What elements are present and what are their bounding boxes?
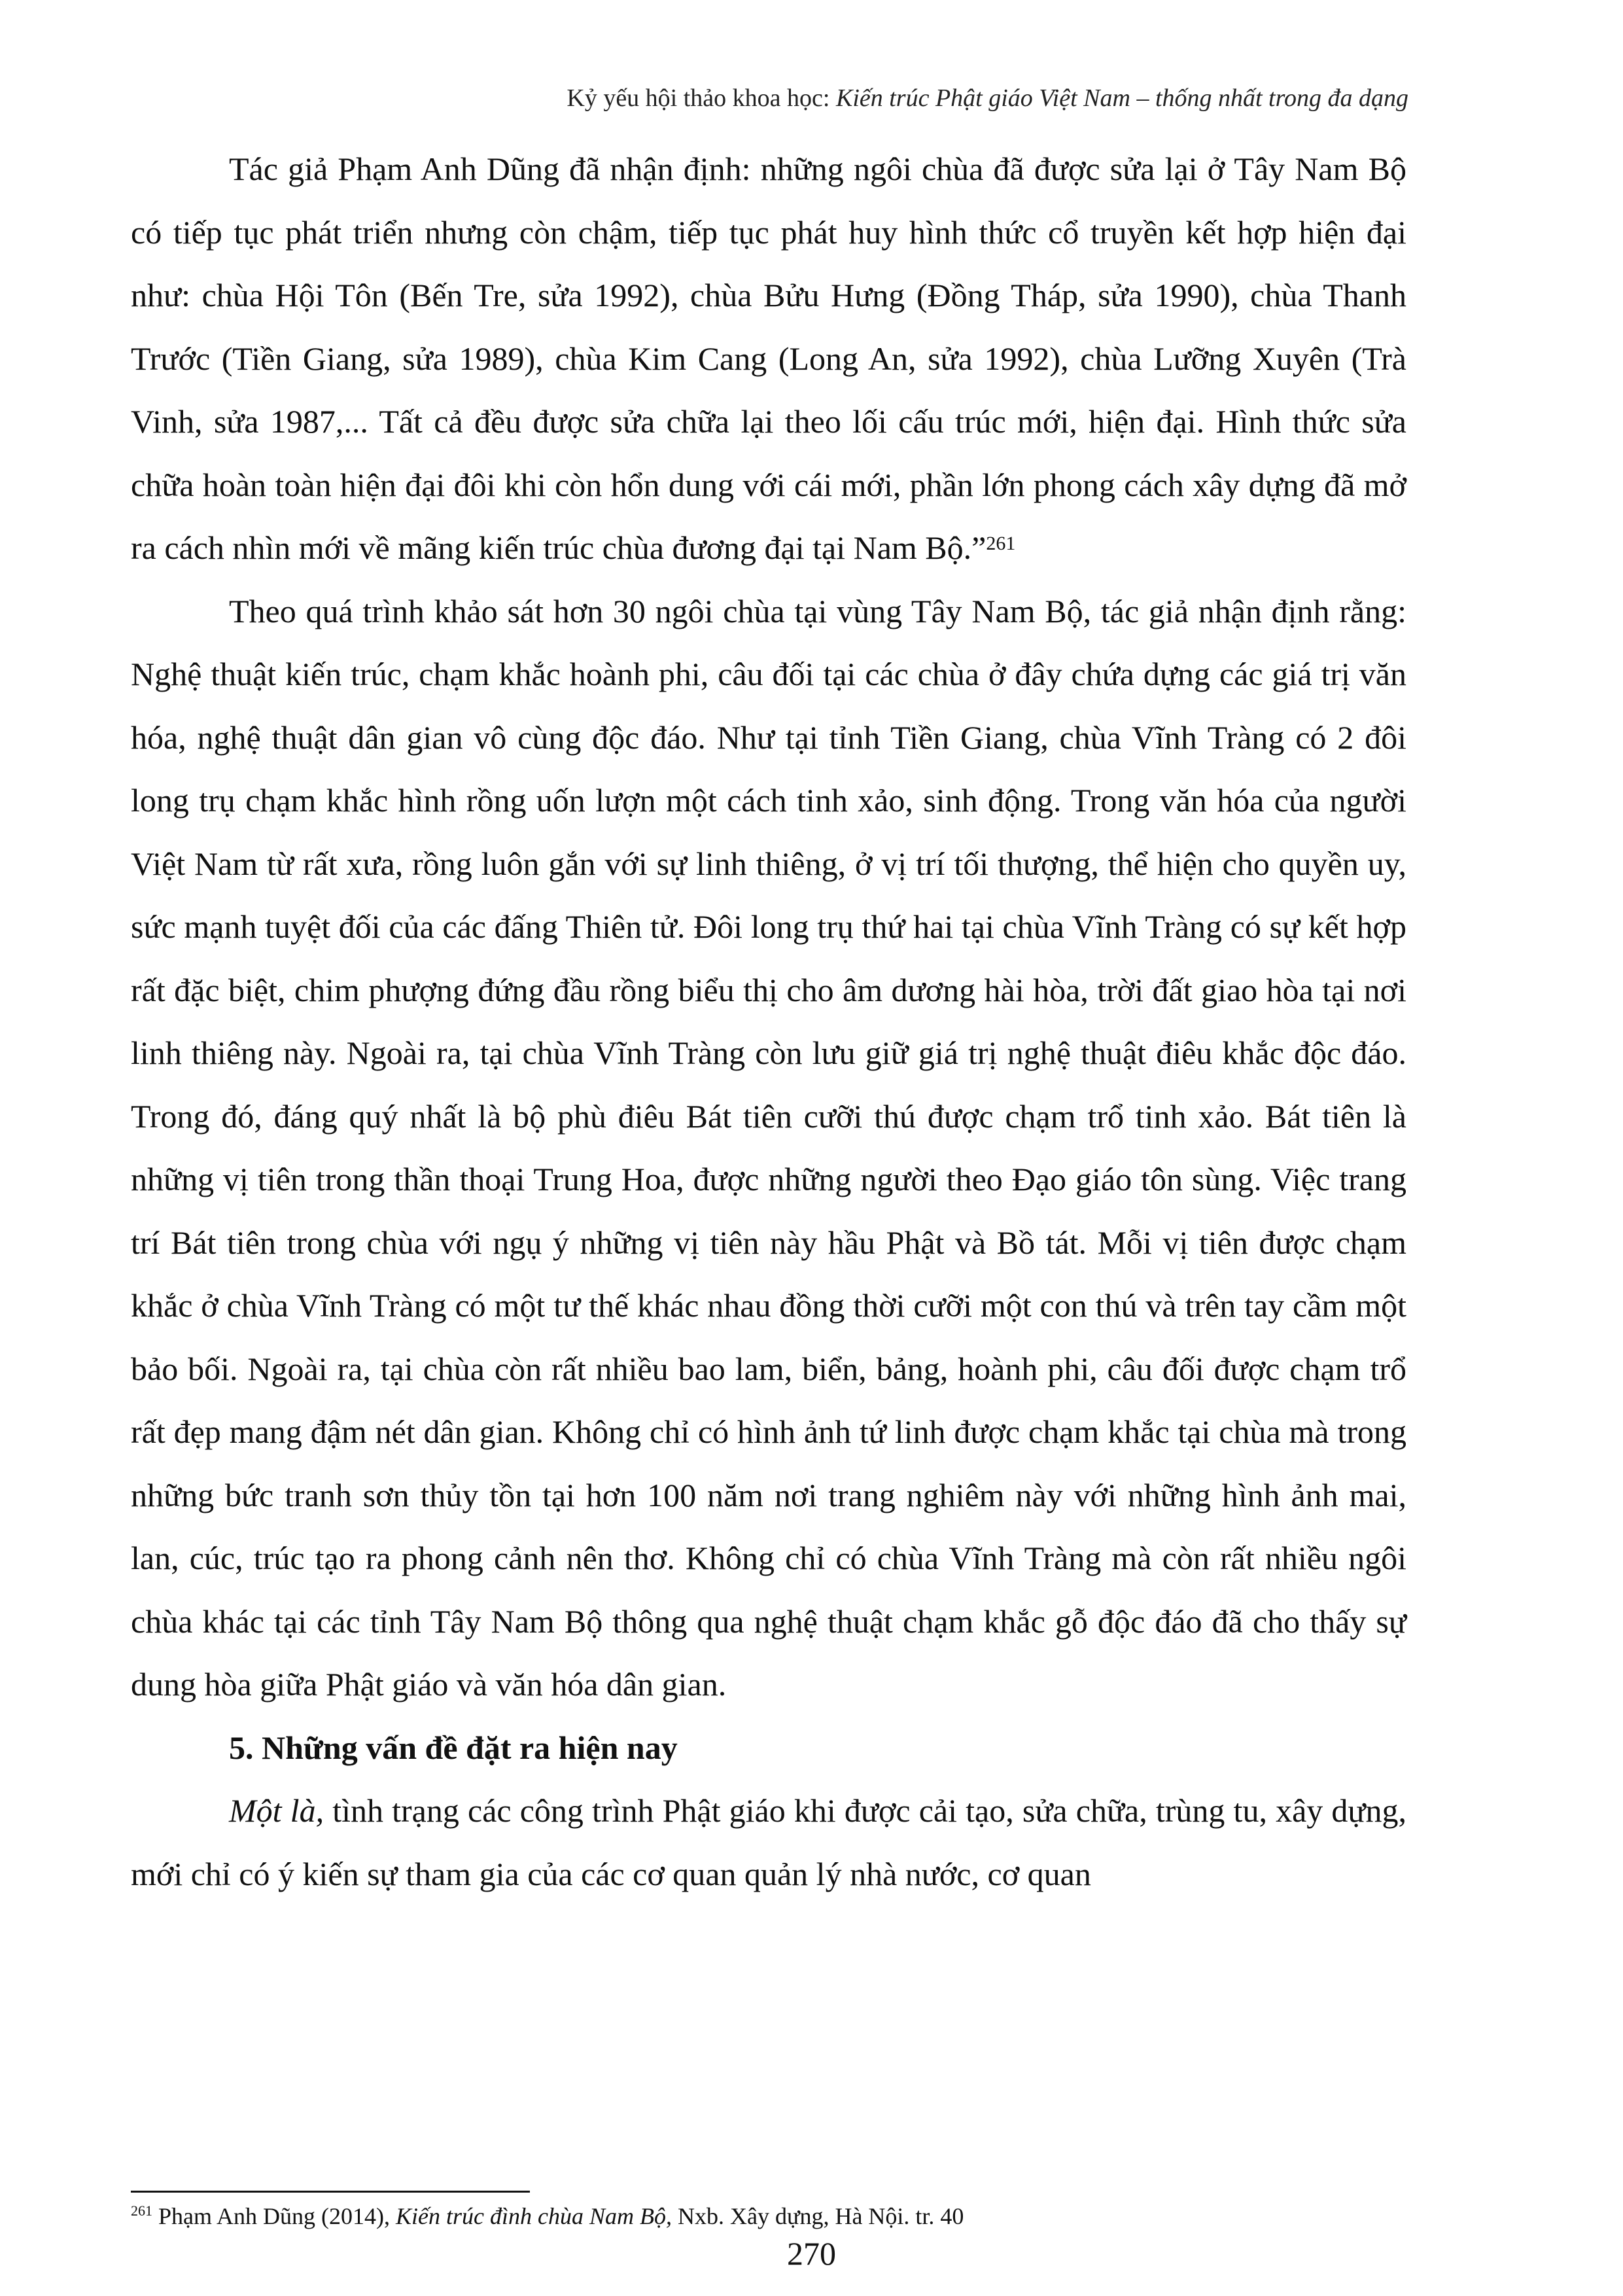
- footnote-divider: [131, 2191, 530, 2193]
- footnote-title: Kiến trúc đình chùa Nam Bộ,: [396, 2203, 672, 2229]
- paragraph-1: [131, 137, 1406, 580]
- footnote-author: Phạm Anh Dũng (2014),: [152, 2203, 396, 2229]
- footnote-publisher: Nxb. Xây dựng, Hà Nội. tr. 40: [671, 2203, 964, 2229]
- paragraph-2: Theo quá trình khảo sát hơn 30 ngôi chùa tại vùng Tây Nam Bộ, tác giả nhận định rằng: Nghệ thuật kiến trúc, chạm khắc hoành phi, câu đối tại các chùa ở đây chứa dựng các giá trị văn hóa, nghệ thuật dân gian vô cùng độc đáo. Như tại tỉnh Tiền Giang, chùa Vĩnh Tràng có 2 đôi long trụ chạm khắc hình rồng uốn lượn một cách tinh xảo, sinh động. Trong văn hóa của người Việt Nam từ rất xưa, rồng luôn gắn với sự linh thiêng, ở vị trí tối thượng, thể hiện cho quyền uy, sức mạnh tuyệt đối của các đấng Thiên tử. Đôi long trụ thứ hai tại chùa Vĩnh Tràng có sự kết hợp rất đặc biệt, chim phượng đứng đầu rồng biểu thị cho âm dương hài hòa, trời đất giao hòa tại nơi linh thiêng này. Ngoài ra, tại chùa Vĩnh Tràng còn lưu giữ giá trị nghệ thuật điêu khắc độc đáo. Trong đó, đáng quý nhất là bộ phù điêu Bát tiên cưỡi thú được chạm trổ tinh xảo. Bát tiên là những vị tiên trong thần thoại Trung Hoa, được những người theo Đạo giáo tôn sùng. Việc trang trí Bát tiên trong chùa với ngụ ý những vị tiên này hầu Phật và Bồ tát. Mỗi vị tiên được chạm khắc ở chùa Vĩnh Tràng có một tư thế khác nhau đồng thời cưỡi một con thú và trên tay cầm một bảo bối. Ngoài ra, tại chùa còn rất nhiều bao lam, biển, bảng, hoành phi, câu đối được chạm trổ rất đẹp mang đậm nét dân gian. Không chỉ có hình ảnh tứ linh được chạm khắc tại chùa mà trong những bức tranh sơn thủy tồn tại hơn 100 năm nơi trang nghiêm này với những hình ảnh mai, lan, cúc, trúc tạo ra phong cảnh nên thơ. Không chỉ có chùa Vĩnh Tràng mà còn rất nhiều ngôi chùa khác tại các tỉnh Tây Nam Bộ thông qua nghệ thuật chạm khắc gỗ độc đáo đã cho thấy sự dung hòa giữa Phật giáo và văn hóa dân gian.: [131, 592, 1406, 1703]
- body-text: [131, 137, 1406, 1905]
- section-heading: 5. Những vấn đề đặt ra hiện nay: [229, 1729, 678, 1766]
- footnote: [131, 2202, 1406, 2231]
- paragraph-3-text: tình trạng các công trình Phật giáo khi được cải tạo, sửa chữa, trùng tu, xây dựng, mới chỉ có ý kiến sự tham gia của các cơ quan quản lý nhà nước, cơ quan: [131, 1792, 1407, 1892]
- paragraph-1-text: Tác giả Phạm Anh Dũng đã nhận định: những ngôi chùa đã được sửa lại ở Tây Nam Bộ có tiếp tục phát triển nhưng còn chậm, tiếp tục phát huy hình thức cổ truyền kết hợp hiện đại như: chùa Hội Tôn (Bến Tre, sửa 1992), chùa Bửu Hưng (Đồng Tháp, sửa 1990), chùa Thanh Trước (Tiền Giang, sửa 1989), chùa Kim Cang (Long An, sửa 1992), chùa Lưỡng Xuyên (Trà Vinh, sửa 1987,... Tất cả đều được sửa chữa lại theo lối cấu trúc mới, hiện đại. Hình thức sửa chữa hoàn toàn hiện đại đôi khi còn hổn dung với cái mới, phần lớn phong cách xây dựng đã mở ra cách nhìn mới về mãng kiến trúc chùa đương đại tại Nam Bộ.”: [131, 150, 1406, 566]
- page-number: 270: [787, 2235, 836, 2272]
- paragraph-3-lead: Một là,: [229, 1792, 324, 1829]
- header-title: Kiến trúc Phật giáo Việt Nam – thống nhất trong đa dạng: [835, 84, 1408, 112]
- running-header: [124, 84, 1408, 114]
- header-prefix: Kỷ yếu hội thảo khoa học:: [567, 84, 836, 112]
- paragraph-3: [131, 1779, 1406, 1905]
- footnote-number: 261: [131, 2202, 152, 2219]
- footnote-ref-261[interactable]: 261: [986, 533, 1016, 554]
